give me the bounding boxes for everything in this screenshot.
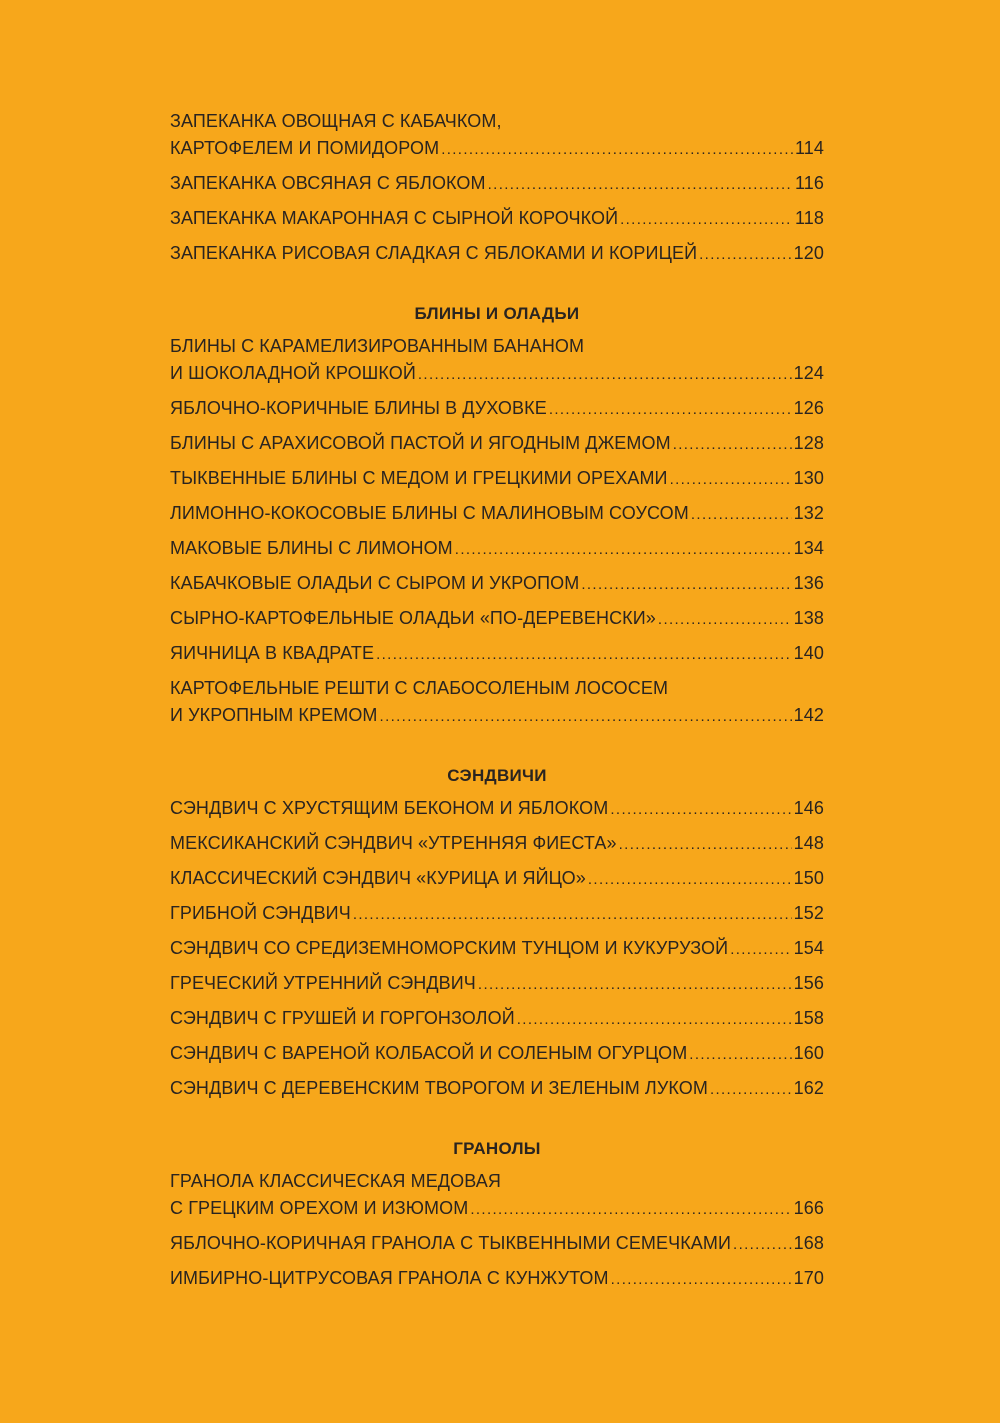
toc-entry-title: ЯИЧНИЦА В КВАДРАТЕ: [170, 643, 375, 663]
toc-entry-page-number: 140: [793, 643, 824, 663]
toc-entry: [170, 1265, 824, 1293]
toc-entry-title: МЕКСИКАНСКИЙ СЭНДВИЧ «УТРЕННЯЯ ФИЕСТА»: [170, 833, 617, 853]
toc-entry-title: МАКОВЫЕ БЛИНЫ С ЛИМОНОМ: [170, 538, 453, 558]
toc-entry: [170, 333, 824, 388]
toc-entry: [170, 395, 824, 423]
toc-entry-line: [170, 900, 824, 928]
toc-entry-page-number: 166: [793, 1198, 824, 1218]
toc-entry-line: [170, 1265, 824, 1293]
toc-entry-title: КЛАССИЧЕСКИЙ СЭНДВИЧ «КУРИЦА И ЯЙЦО»: [170, 868, 586, 888]
dot-leader: [588, 866, 792, 893]
toc-entry-title: И УКРОПНЫМ КРЕМОМ: [170, 705, 378, 725]
toc-entry-title: ЛИМОННО-КОКОСОВЫЕ БЛИНЫ С МАЛИНОВЫМ СОУСОМ: [170, 503, 689, 523]
toc-entry-page-number: 160: [793, 1043, 824, 1063]
toc-entry: [170, 170, 824, 198]
toc-entry-title: ЯБЛОЧНО-КОРИЧНАЯ ГРАНОЛА С ТЫКВЕННЫМИ СЕМЕЧКАМИ: [170, 1233, 732, 1253]
dot-leader: [488, 171, 793, 198]
toc-entry-line: [170, 702, 824, 730]
toc-entry-title: КАРТОФЕЛЕМ И ПОМИДОРОМ: [170, 138, 440, 158]
toc-entry: [170, 430, 824, 458]
toc-entry-page-number: 152: [793, 903, 824, 923]
dot-leader: [710, 1076, 792, 1103]
toc-entry-page-number: 146: [793, 798, 824, 818]
dot-leader: [353, 901, 792, 928]
dot-leader: [376, 641, 792, 668]
toc-entry-title: СЭНДВИЧ С ХРУСТЯЩИМ БЕКОНОМ И ЯБЛОКОМ: [170, 798, 609, 818]
toc-entry-page-number: 154: [793, 938, 824, 958]
toc-entry-title-first-line: КАРТОФЕЛЬНЫЕ РЕШТИ С СЛАБОСОЛЕНЫМ ЛОСОСЕМ: [170, 678, 669, 698]
toc-entry-page-number: 128: [793, 433, 824, 453]
toc-entry: [170, 1230, 824, 1258]
dot-leader: [673, 431, 792, 458]
toc-entry-page-number: 150: [793, 868, 824, 888]
toc-entry-page-number: 156: [793, 973, 824, 993]
toc-entry-line: [170, 205, 824, 233]
toc-entry-page-number: 130: [793, 468, 824, 488]
toc-entry-page-number: 114: [795, 138, 824, 158]
toc-entry-title: ЯБЛОЧНО-КОРИЧНЫЕ БЛИНЫ В ДУХОВКЕ: [170, 398, 547, 418]
toc-entry-line: [170, 430, 824, 458]
dot-leader: [470, 1196, 791, 1223]
dot-leader: [658, 606, 792, 633]
toc-entry-page-number: 136: [793, 573, 824, 593]
toc-entry-title: СЭНДВИЧ СО СРЕДИЗЕМНОМОРСКИМ ТУНЦОМ И КУКУРУЗОЙ: [170, 938, 729, 958]
toc-entry-title: ГРЕЧЕСКИЙ УТРЕННИЙ СЭНДВИЧ: [170, 973, 476, 993]
toc-entry-line: [170, 535, 824, 563]
toc-entry-line: [170, 570, 824, 598]
section-heading: БЛИНЫ И ОЛАДЬИ: [414, 304, 580, 323]
toc-entry-title: БЛИНЫ С АРАХИСОВОЙ ПАСТОЙ И ЯГОДНЫМ ДЖЕМОМ: [170, 433, 671, 453]
toc-entry-title: ЗАПЕКАНКА РИСОВАЯ СЛАДКАЯ С ЯБЛОКАМИ И КОРИЦЕЙ: [170, 243, 698, 263]
toc-entry: [170, 465, 824, 493]
toc-entry: [170, 1005, 824, 1033]
toc-entry: [170, 900, 824, 928]
toc-entry-title-first-line: БЛИНЫ С КАРАМЕЛИЗИРОВАННЫМ БАНАНОМ: [170, 336, 585, 356]
toc-entry-title: СЭНДВИЧ С ГРУШЕЙ И ГОРГОНЗОЛОЙ: [170, 1008, 515, 1028]
toc-entry-title: СЭНДВИЧ С ВАРЕНОЙ КОЛБАСОЙ И СОЛЕНЫМ ОГУРЦОМ: [170, 1043, 688, 1063]
dot-leader: [620, 206, 793, 233]
toc-entry-page-number: 148: [793, 833, 824, 853]
toc-entry-line: [170, 170, 824, 198]
toc-entry-page-number: 134: [793, 538, 824, 558]
toc-entry-page-number: 132: [793, 503, 824, 523]
dot-leader: [441, 136, 793, 163]
toc-entry: [170, 675, 824, 730]
toc-entry-line: [170, 1040, 824, 1068]
toc-entry: [170, 935, 824, 963]
toc-entry-title: ГРИБНОЙ СЭНДВИЧ: [170, 903, 351, 923]
toc-entry-line: [170, 240, 824, 268]
toc-entry: [170, 640, 824, 668]
toc-entry-title: ТЫКВЕННЫЕ БЛИНЫ С МЕДОМ И ГРЕЦКИМИ ОРЕХАМИ: [170, 468, 668, 488]
toc-entry: [170, 1168, 824, 1223]
dot-leader: [418, 361, 792, 388]
toc-entry-line: [170, 500, 824, 528]
dot-leader: [478, 971, 792, 998]
dot-leader: [733, 1231, 792, 1258]
toc-entry-title: СЭНДВИЧ С ДЕРЕВЕНСКИМ ТВОРОГОМ И ЗЕЛЕНЫМ ЛУКОМ: [170, 1078, 708, 1098]
toc-entry-line: [170, 1230, 824, 1258]
toc-entry-page-number: 124: [793, 363, 824, 383]
dot-leader: [380, 703, 792, 730]
toc-entry-title-first-line: ЗАПЕКАНКА ОВОЩНАЯ С КАБАЧКОМ,: [170, 111, 502, 131]
toc-entry-title: И ШОКОЛАДНОЙ КРОШКОЙ: [170, 363, 416, 383]
dot-leader: [611, 1266, 792, 1293]
toc-entry: [170, 1040, 824, 1068]
toc-entry-line: [170, 795, 824, 823]
section-heading: СЭНДВИЧИ: [447, 766, 547, 785]
toc-entry-title: ЗАПЕКАНКА МАКАРОННАЯ С СЫРНОЙ КОРОЧКОЙ: [170, 208, 619, 228]
toc-entry-line: [170, 465, 824, 493]
dot-leader: [689, 1041, 791, 1068]
dot-leader: [517, 1006, 792, 1033]
toc-entry-page-number: 142: [793, 705, 824, 725]
toc-entry-line: [170, 360, 824, 388]
toc-entry-line: [170, 1075, 824, 1103]
toc-entry: [170, 970, 824, 998]
toc-entry: [170, 865, 824, 893]
toc-entry-page-number: 118: [795, 208, 824, 228]
toc-entry-line: [170, 935, 824, 963]
dot-leader: [619, 831, 792, 858]
dot-leader: [670, 466, 792, 493]
toc-entry: [170, 570, 824, 598]
toc-entry: [170, 108, 824, 163]
toc-entry-page-number: 138: [793, 608, 824, 628]
toc-entry-line: [170, 395, 824, 423]
section-heading: ГРАНОЛЫ: [453, 1139, 541, 1158]
toc-entry-line: [170, 135, 824, 163]
table-of-contents: [170, 108, 824, 1300]
toc-entry: [170, 535, 824, 563]
toc-entry: [170, 240, 824, 268]
dot-leader: [730, 936, 791, 963]
toc-entry: [170, 1075, 824, 1103]
dot-leader: [610, 796, 791, 823]
toc-entry-title: ИМБИРНО-ЦИТРУСОВАЯ ГРАНОЛА С КУНЖУТОМ: [170, 1268, 609, 1288]
toc-entry-line: [170, 1195, 824, 1223]
toc-entry: [170, 830, 824, 858]
toc-entry-page-number: 162: [793, 1078, 824, 1098]
dot-leader: [455, 536, 792, 563]
toc-entry-line: [170, 1005, 824, 1033]
toc-entry-title: ЗАПЕКАНКА ОВСЯНАЯ С ЯБЛОКОМ: [170, 173, 486, 193]
dot-leader: [549, 396, 792, 423]
toc-entry-title: С ГРЕЦКИМ ОРЕХОМ И ИЗЮМОМ: [170, 1198, 469, 1218]
toc-entry-page-number: 158: [793, 1008, 824, 1028]
toc-entry-page-number: 120: [793, 243, 824, 263]
toc-entry-page-number: 170: [793, 1268, 824, 1288]
toc-entry-line: [170, 830, 824, 858]
toc-entry-page-number: 168: [793, 1233, 824, 1253]
toc-entry: [170, 605, 824, 633]
dot-leader: [699, 241, 792, 268]
dot-leader: [691, 501, 792, 528]
toc-entry-title: КАБАЧКОВЫЕ ОЛАДЬИ С СЫРОМ И УКРОПОМ: [170, 573, 580, 593]
toc-entry-title: СЫРНО-КАРТОФЕЛЬНЫЕ ОЛАДЬИ «ПО-ДЕРЕВЕНСКИ»: [170, 608, 656, 628]
toc-entry-page-number: 126: [793, 398, 824, 418]
toc-entry-title-first-line: ГРАНОЛА КЛАССИЧЕСКАЯ МЕДОВАЯ: [170, 1171, 501, 1191]
toc-entry-line: [170, 605, 824, 633]
toc-entry-line: [170, 970, 824, 998]
toc-entry: [170, 500, 824, 528]
toc-entry-page-number: 116: [795, 173, 824, 193]
toc-entry: [170, 795, 824, 823]
toc-entry-line: [170, 865, 824, 893]
dot-leader: [581, 571, 791, 598]
toc-entry: [170, 205, 824, 233]
toc-entry-line: [170, 640, 824, 668]
